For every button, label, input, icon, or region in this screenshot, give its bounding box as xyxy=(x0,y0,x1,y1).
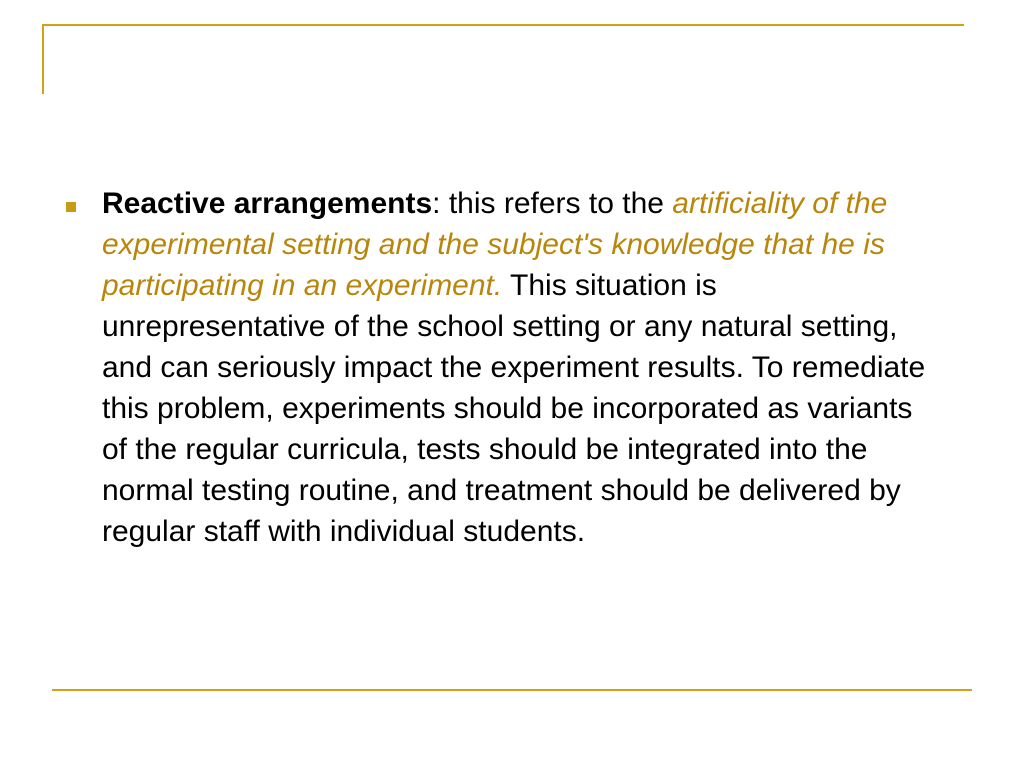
body-text: This situation is unrepresentative of the school setting or any natural setting, and can seriously impact the experiment results. To remediate this problem, experiments should be incorporated as variants of the regular curricula, tests should be integrated into the normal testing routine, and treatment should be delivered by regular staff with individual students. xyxy=(102,269,926,548)
bullet-item xyxy=(62,183,942,552)
lead-in-text: this refers to the xyxy=(448,187,673,220)
term-heading: Reactive arrangements xyxy=(102,187,433,220)
top-border-line xyxy=(42,24,964,26)
left-border-line xyxy=(42,24,44,94)
emphasized-definition: artificiality of the experimental setting and the subject's knowledge that he is participating in an experiment. xyxy=(102,187,888,302)
term-colon: : xyxy=(432,187,449,220)
slide-content xyxy=(62,183,942,552)
square-bullet-icon xyxy=(66,202,76,212)
bottom-border-line xyxy=(52,689,972,691)
